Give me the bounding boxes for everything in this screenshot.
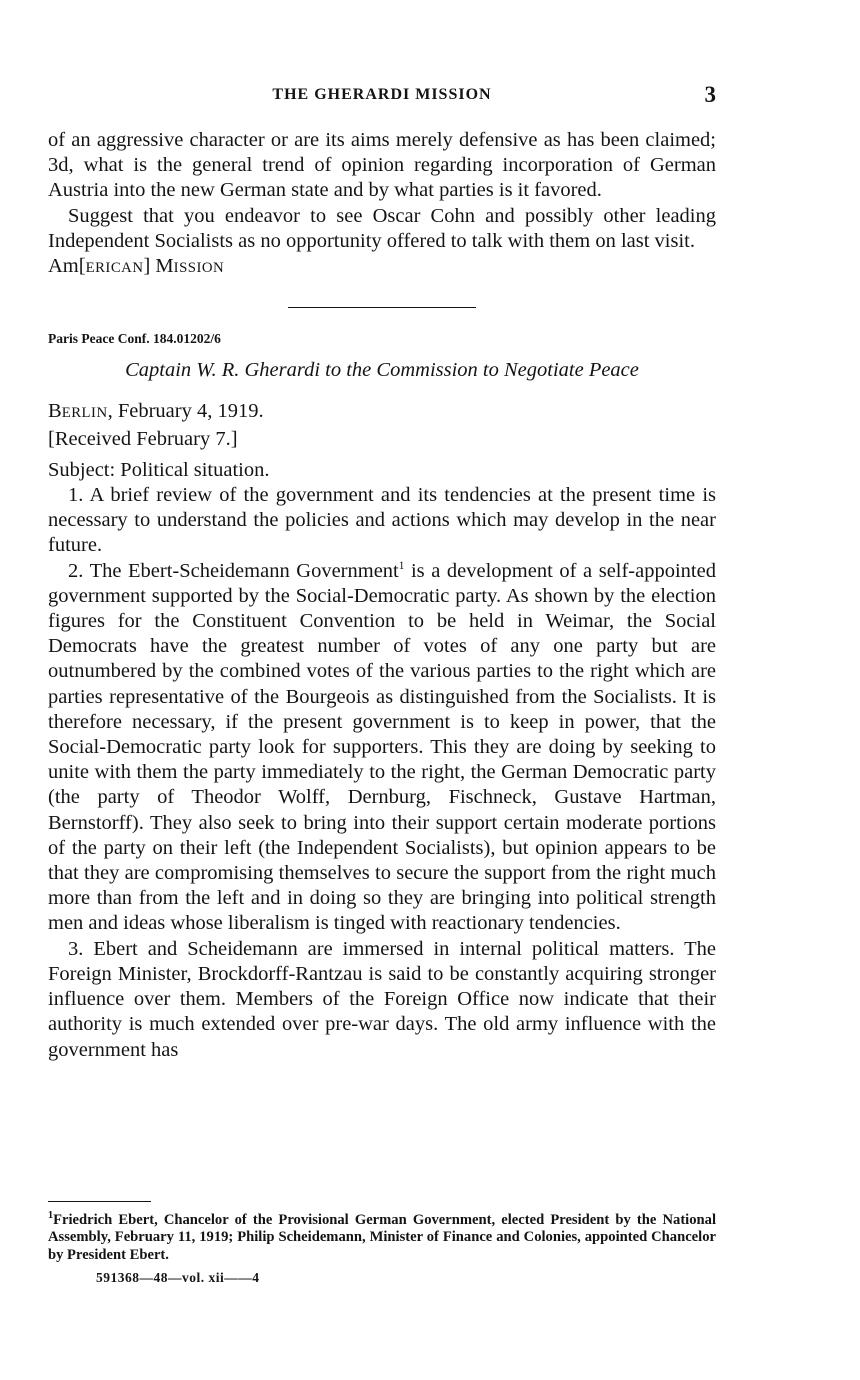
running-head [48, 82, 716, 112]
file-reference: Paris Peace Conf. 184.01202/6 [48, 331, 221, 347]
signature [48, 254, 716, 281]
received-line: [Received February 7.] [48, 427, 238, 450]
footnote [48, 1212, 716, 1264]
paragraph-2 [48, 559, 716, 937]
section-divider [288, 307, 476, 308]
page-body [48, 128, 716, 1063]
signature-smallcaps: ERICAN [85, 260, 144, 277]
dateline [48, 399, 716, 426]
footnote-text: Friedrich Ebert, Chancelor of the Provisional German Government, elected President by the National Assembly, February 11, 1919; Philip Scheidemann, Minister of Finance and Colonies, appointed Chancelor by President Ebert. [48, 1212, 716, 1263]
signature-part: Am[ [48, 255, 86, 278]
suggestion-paragraph: Suggest that you endeavor to see Oscar Cohn and possibly other leading Independent Socialists as no opportunity offered to talk with them on last visit. [48, 204, 716, 252]
paragraph-3: 3. Ebert and Scheidemann are immersed in internal political matters. The Foreign Minister, Brockdorff-Rantzau is said to be constantly acquiring stronger influence over them. Members of the Foreign Office now indicate that their authority is much extended over pre-war days. The old army influence with the government has [48, 937, 716, 1061]
paragraph-2-start: 2. The Ebert-Scheidemann Government [68, 559, 399, 582]
footnote-marker: 1 [48, 1210, 54, 1222]
dateline-place-smallcaps: ERLIN [61, 405, 108, 422]
print-code: 591368—48—vol. xii——4 [96, 1270, 260, 1285]
dateline-place: B [48, 400, 62, 423]
page-number: 3 [704, 82, 716, 107]
footnote-reference[interactable]: 1 [398, 559, 405, 572]
running-title: THE GHERARDI MISSION [272, 86, 492, 103]
signature-smallcaps: ISSION [173, 260, 225, 277]
document-title: Captain W. R. Gherardi to the Commission to Negotiate Peace [125, 359, 639, 382]
paragraph-1: 1. A brief review of the government and its tendencies at the present time is necessary to understand the policies and actions which may develop in the near future. [48, 484, 716, 557]
footnote-divider [48, 1201, 151, 1202]
continuation-paragraph: of an aggressive character or are its aims merely defensive as has been claimed; 3d, what is the general trend of opinion regarding incorporation of German Austria into the new German state and by what parties is it favored. [48, 129, 716, 202]
dateline-date: , February 4, 1919. [107, 400, 264, 423]
subject-line: Subject: Political situation. [48, 458, 270, 481]
signature-part: ] M [143, 255, 174, 278]
paragraph-2-rest: is a development of a self-appointed government supported by the Social-Democratic party. As shown by the election figures for the Constituent Convention to be held in Weimar, the Social Democrats have the greatest number of votes of any one party but are outnumbered by the combined votes of the various parties to the right which are parties representative of the Bourgeois as distinguished from the Socialists. It is therefore necessary, if the present government is to keep in power, that the Social-Democratic party look for supporters. This they are doing by seeking to unite with them the party immediately to the right, the German Democratic party (the party of Theodor Wolff, Dernburg, Fischneck, Gustave Hartman, Bernstorff). They also seek to bring into their support certain moderate portions of the party on their left (the Independent Socialists), but opinion appears to be that they are compromising themselves to secure the support from the right much more than from the left and in doing so they are bringing into political strength men and ideas whose liberalism is tinged with reactionary tendencies. [48, 559, 716, 935]
